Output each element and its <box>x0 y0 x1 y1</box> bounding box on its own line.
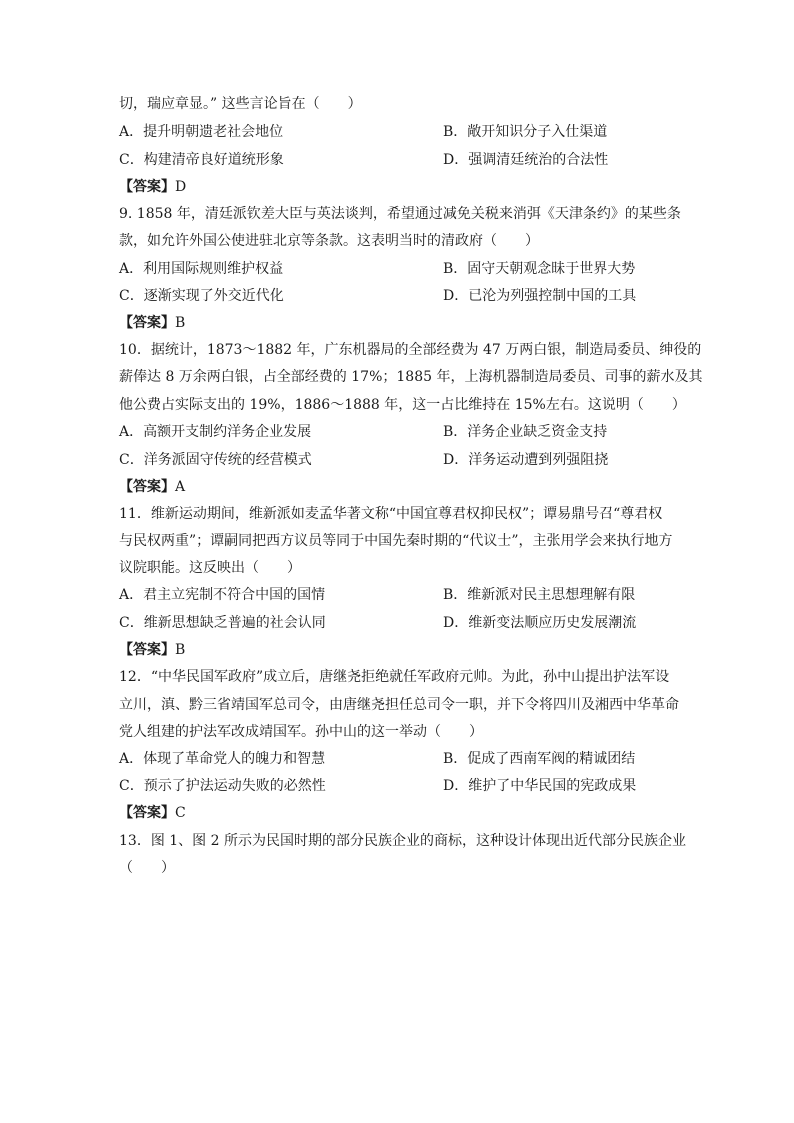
question-12-line-1: 12．“中华民国军政府”成立后，唐继尧拒绝就任军政府元帅。为此，孙中山提出护法军设 <box>119 669 670 685</box>
question-12-line-2: 立川，滇、黔三省靖国军总司令，由唐继尧担任总司令一职，并下令将四川及湘西中华革命 <box>119 697 679 713</box>
question-13-line-1: 13．图 1、图 2 所示为民国时期的部分民族企业的商标，这种设计体现出近代部分民族企业 <box>119 833 686 849</box>
answer-value: A <box>175 479 186 495</box>
option-b: B．维新派对民主思想理解有限 <box>443 587 636 603</box>
answer-value: D <box>175 179 187 195</box>
option-b: B．洋务企业缺乏资金支持 <box>443 424 608 440</box>
question-11-line-3: 议院职能。这反映出（ ） <box>119 560 301 576</box>
answer-line <box>119 479 185 495</box>
option-d: D．洋务运动遭到列强阻挠 <box>443 452 609 468</box>
option-a: A．君主立宪制不符合中国的国情 <box>119 587 326 603</box>
option-c: C．构建清帝良好道统形象 <box>119 152 284 168</box>
option-d: D．维新变法顺应历史发展潮流 <box>443 615 637 631</box>
option-c: C．逐渐实现了外交近代化 <box>119 288 284 304</box>
option-d: D．强调清廷统治的合法性 <box>443 152 609 168</box>
answer-value: B <box>175 315 186 331</box>
option-c: C．预示了护法运动失败的必然性 <box>119 778 326 794</box>
question-9-line-1: 9. 1858 年，清廷派钦差大臣与英法谈判，希望通过减免关税来消弭《天津条约》的某些条 <box>119 206 681 222</box>
answer-value: C <box>175 805 186 821</box>
option-b: B．固守天朝观念昧于世界大势 <box>443 261 636 277</box>
option-d: D．维护了中华民国的宪政成果 <box>443 778 637 794</box>
question-11-line-2: 与民权两重”；谭嗣同把西方议员等同于中国先秦时期的“代议士”，主张用学会来执行地方 <box>119 533 673 549</box>
question-9-line-2: 款，如允许外国公使进驻北京等条款。这表明当时的清政府（ ） <box>119 233 539 249</box>
question-13-line-2: （ ） <box>119 860 175 876</box>
answer-label: 【答案】 <box>119 479 175 495</box>
option-a: A．体现了革命党人的魄力和智慧 <box>119 751 326 767</box>
answer-line <box>119 315 185 331</box>
option-a: A．利用国际规则维护权益 <box>119 261 284 277</box>
answer-label: 【答案】 <box>119 315 175 331</box>
option-b: B．敞开知识分子入仕渠道 <box>443 124 608 140</box>
answer-value: B <box>175 642 186 658</box>
question-10-line-2: 薪俸达 8 万余两白银，占全部经费的 17%；1885 年，上海机器制造局委员、司事的薪水及其 <box>119 369 703 385</box>
question-12-line-3: 党人组建的护法军改成靖国军。孙中山的这一举动（ ） <box>119 724 483 740</box>
option-a: A．提升明朝遗老社会地位 <box>119 124 284 140</box>
question-10-line-3: 他公费占实际支出的 19%，1886～1888 年，这一占比维持在 15%左右。这说明（ ） <box>119 397 686 413</box>
answer-line <box>119 642 185 658</box>
option-c: C．维新思想缺乏普遍的社会认同 <box>119 615 326 631</box>
question-text: 切，瑞应章显。” 这些言论旨在（ ） <box>119 96 362 112</box>
answer-line <box>119 179 186 195</box>
option-a: A．高额开支制约洋务企业发展 <box>119 424 312 440</box>
question-11-line-1: 11．维新运动期间，维新派如麦孟华著文称“中国宜尊君权抑民权”；谭易鼎号召“尊君权 <box>119 506 663 522</box>
answer-line <box>119 805 186 821</box>
question-10-line-1: 10．据统计，1873～1882 年，广东机器局的全部经费为 47 万两白银，制造局委员、绅役的 <box>119 342 702 358</box>
option-c: C．洋务派固守传统的经营模式 <box>119 452 312 468</box>
option-b: B．促成了西南军阀的精诚团结 <box>443 751 636 767</box>
answer-label: 【答案】 <box>119 642 175 658</box>
option-d: D．已沦为列强控制中国的工具 <box>443 288 637 304</box>
answer-label: 【答案】 <box>119 805 175 821</box>
answer-label: 【答案】 <box>119 179 175 195</box>
